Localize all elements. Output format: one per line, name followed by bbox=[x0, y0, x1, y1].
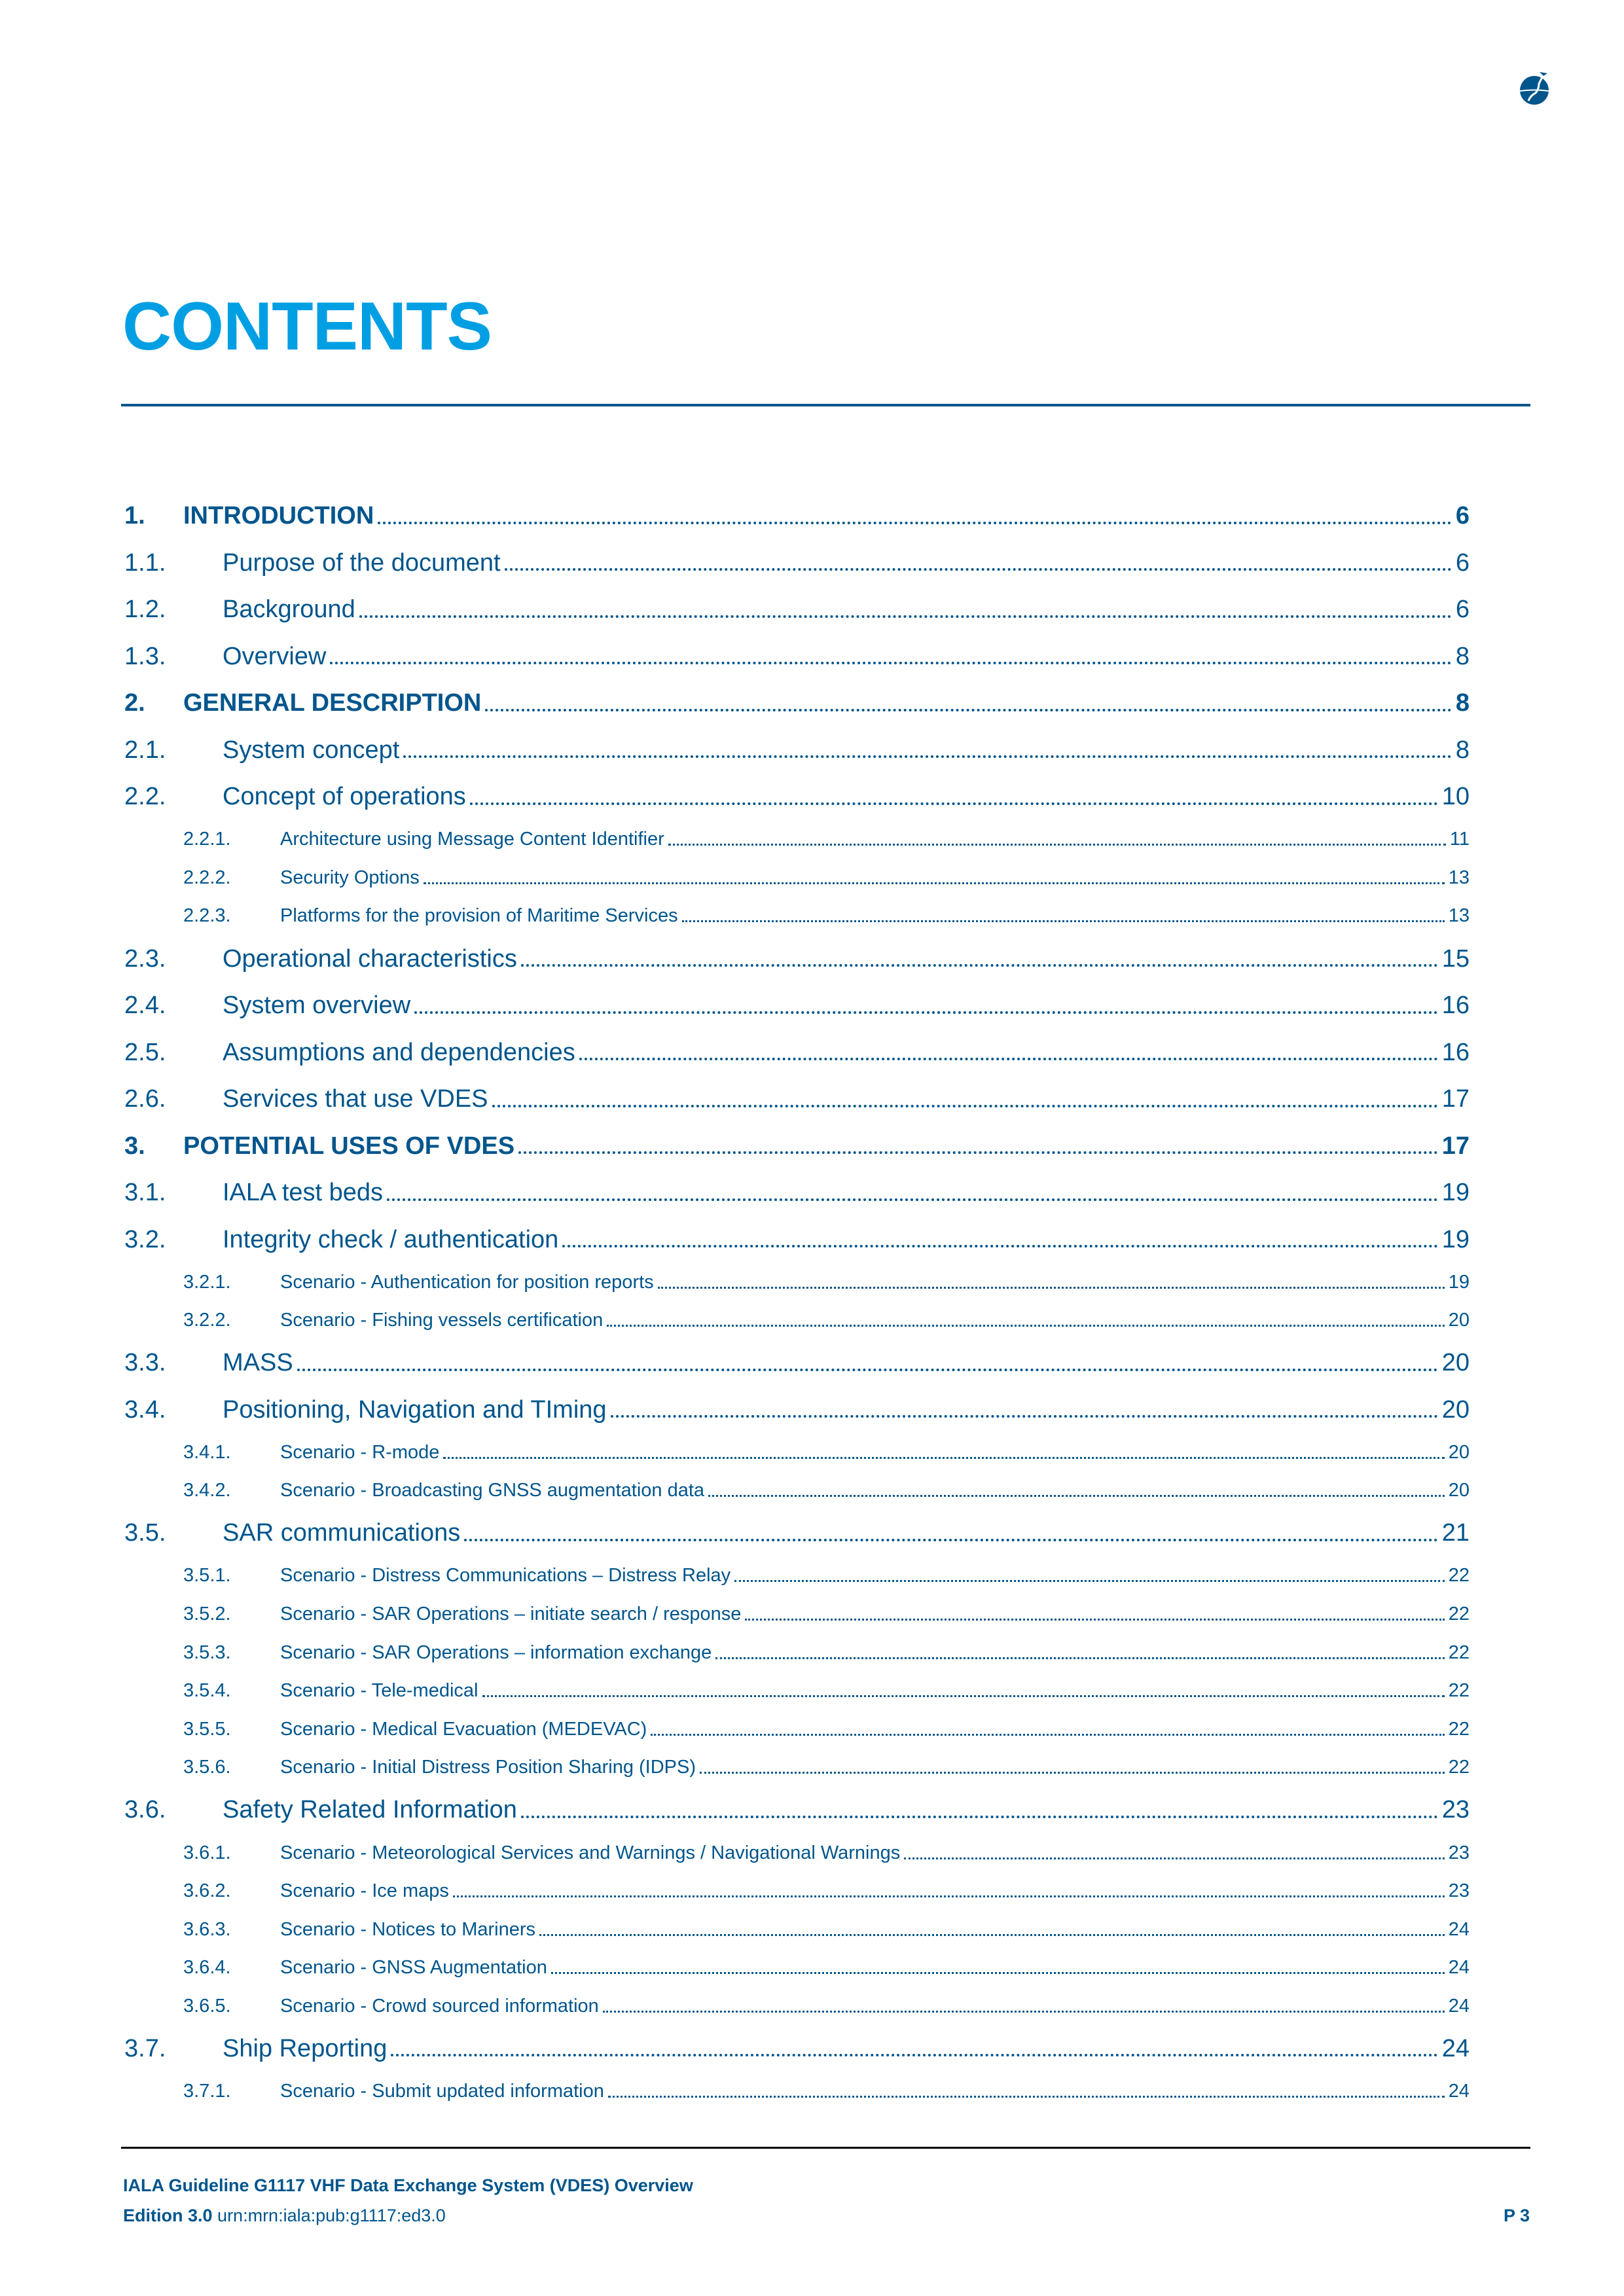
dot-leader bbox=[700, 1772, 1445, 1774]
dot-leader bbox=[562, 1245, 1437, 1247]
toc-entry[interactable] bbox=[124, 1910, 1470, 1949]
page-number: P 3 bbox=[1503, 2206, 1530, 2225]
toc-entry[interactable] bbox=[124, 1987, 1470, 2026]
dot-leader bbox=[658, 1287, 1445, 1289]
toc-number: 2.2.1. bbox=[183, 829, 231, 850]
toc-label: Assumptions and dependencies bbox=[223, 1038, 575, 1066]
toc-number: 2.1. bbox=[124, 736, 166, 764]
dot-leader bbox=[607, 1325, 1445, 1327]
toc-entry[interactable] bbox=[124, 1216, 1470, 1263]
toc-label: Scenario - Submit updated information bbox=[280, 2080, 604, 2102]
toc-number: 3.5.2. bbox=[183, 1604, 231, 1625]
toc-entry[interactable] bbox=[124, 982, 1470, 1030]
toc-label: Platforms for the provision of Maritime Services bbox=[280, 905, 678, 927]
toc-number: 1.3. bbox=[124, 642, 166, 670]
toc-page: 20 bbox=[1448, 1441, 1470, 1463]
toc-number: 3.5.3. bbox=[183, 1641, 231, 1663]
toc-entry[interactable] bbox=[124, 493, 1470, 540]
toc-entry[interactable] bbox=[124, 2026, 1470, 2073]
toc-number: 3.7. bbox=[124, 2034, 166, 2062]
toc-number: 3.5.6. bbox=[183, 1757, 231, 1778]
toc-number: 1.1. bbox=[124, 548, 166, 577]
dot-leader bbox=[708, 1495, 1445, 1497]
toc-page: 19 bbox=[1441, 1225, 1470, 1253]
toc-number: 3.5.5. bbox=[183, 1718, 231, 1740]
dot-leader bbox=[551, 1972, 1445, 1974]
table-of-contents bbox=[124, 493, 1470, 2111]
toc-page: 22 bbox=[1448, 1680, 1470, 1702]
toc-label: SAR communications bbox=[223, 1519, 461, 1547]
toc-label: Scenario - GNSS Augmentation bbox=[280, 1957, 547, 1979]
toc-number: 2.5. bbox=[124, 1038, 166, 1066]
toc-label: Scenario - SAR Operations – information exchange bbox=[280, 1641, 712, 1663]
dot-leader bbox=[464, 1539, 1437, 1541]
toc-number: 3.6.1. bbox=[183, 1842, 231, 1863]
dot-leader bbox=[745, 1619, 1444, 1621]
toc-number: 3.4. bbox=[124, 1395, 166, 1424]
toc-entry[interactable] bbox=[124, 2072, 1470, 2111]
toc-label: Overview bbox=[223, 642, 327, 670]
toc-number: 3.6. bbox=[124, 1796, 166, 1824]
iala-logo-icon bbox=[1517, 69, 1554, 106]
toc-label: Concept of operations bbox=[223, 783, 466, 811]
toc-number: 2.2.3. bbox=[183, 905, 231, 927]
toc-entry[interactable] bbox=[124, 1122, 1470, 1170]
toc-number: 2.4. bbox=[124, 992, 166, 1020]
footer-edition bbox=[123, 2206, 446, 2226]
toc-page: 23 bbox=[1441, 1796, 1470, 1824]
toc-label: Scenario - Meteorological Services and Warnings / Navigational Warnings bbox=[280, 1842, 901, 1863]
dot-leader bbox=[443, 1457, 1444, 1459]
toc-label: INTRODUCTION bbox=[183, 502, 374, 530]
toc-number: 2.6. bbox=[124, 1085, 166, 1113]
toc-label: Background bbox=[223, 596, 355, 624]
toc-page: 19 bbox=[1448, 1271, 1470, 1293]
toc-label: MASS bbox=[223, 1349, 293, 1377]
dot-leader bbox=[539, 1934, 1445, 1936]
toc-label: Scenario - Tele-medical bbox=[280, 1680, 478, 1702]
toc-number: 3.6.2. bbox=[183, 1880, 231, 1902]
toc-entry[interactable] bbox=[124, 774, 1470, 821]
toc-label: Scenario - Distress Communications – Distress Relay bbox=[280, 1565, 731, 1587]
toc-label: Safety Related Information bbox=[223, 1796, 517, 1824]
toc-number: 3.4.2. bbox=[183, 1480, 231, 1501]
toc-page: 13 bbox=[1448, 905, 1470, 927]
toc-page: 11 bbox=[1449, 829, 1470, 850]
toc-entry[interactable] bbox=[124, 1834, 1470, 1873]
dot-leader bbox=[611, 1415, 1438, 1418]
dot-leader bbox=[579, 1058, 1438, 1060]
dot-leader bbox=[608, 2096, 1445, 2098]
dot-leader bbox=[603, 2011, 1445, 2013]
toc-label: System overview bbox=[223, 992, 411, 1020]
toc-page: 24 bbox=[1448, 1957, 1470, 1979]
toc-page: 22 bbox=[1448, 1641, 1470, 1663]
toc-label: GENERAL DESCRIPTION bbox=[183, 689, 482, 717]
toc-label: Services that use VDES bbox=[223, 1085, 488, 1113]
toc-number: 3.2.1. bbox=[183, 1271, 231, 1293]
toc-entry[interactable] bbox=[124, 1595, 1470, 1634]
toc-entry[interactable] bbox=[124, 1749, 1470, 1787]
toc-label: Scenario - Fishing vessels certification bbox=[280, 1310, 604, 1331]
toc-entry[interactable] bbox=[124, 680, 1470, 727]
dot-leader bbox=[682, 920, 1445, 922]
toc-label: Scenario - Crowd sourced information bbox=[280, 1995, 599, 2017]
toc-page: 16 bbox=[1441, 1038, 1470, 1066]
toc-page: 17 bbox=[1441, 1132, 1470, 1160]
toc-page: 20 bbox=[1441, 1395, 1470, 1424]
dot-leader bbox=[297, 1369, 1438, 1371]
toc-label: Operational characteristics bbox=[223, 944, 517, 973]
toc-page: 6 bbox=[1455, 596, 1470, 624]
toc-label: Scenario - Broadcasting GNSS augmentation data bbox=[280, 1480, 705, 1501]
toc-label: System concept bbox=[223, 736, 400, 764]
dot-leader bbox=[715, 1657, 1444, 1659]
toc-entry[interactable] bbox=[124, 1872, 1470, 1910]
dot-leader bbox=[651, 1734, 1444, 1736]
toc-page: 8 bbox=[1455, 642, 1470, 670]
toc-number: 2.3. bbox=[124, 944, 166, 973]
toc-page: 15 bbox=[1441, 944, 1470, 973]
toc-page: 24 bbox=[1448, 2080, 1470, 2102]
dot-leader bbox=[505, 568, 1452, 571]
toc-number: 3.5.1. bbox=[183, 1565, 231, 1587]
toc-entry[interactable] bbox=[124, 1787, 1470, 1834]
toc-page: 23 bbox=[1448, 1880, 1470, 1902]
toc-page: 16 bbox=[1441, 992, 1470, 1020]
toc-page: 20 bbox=[1441, 1349, 1470, 1377]
toc-label: Purpose of the document bbox=[223, 548, 501, 577]
header-divider bbox=[121, 404, 1530, 406]
toc-entry[interactable] bbox=[124, 1076, 1470, 1123]
toc-entry[interactable] bbox=[124, 821, 1470, 859]
footer-divider bbox=[121, 2147, 1530, 2149]
toc-entry[interactable] bbox=[124, 1710, 1470, 1749]
toc-number: 3. bbox=[124, 1132, 145, 1160]
toc-page: 24 bbox=[1448, 1995, 1470, 2017]
toc-page: 20 bbox=[1448, 1310, 1470, 1331]
toc-label: Scenario - Notices to Mariners bbox=[280, 1918, 536, 1940]
toc-label: Security Options bbox=[280, 867, 420, 888]
toc-page: 10 bbox=[1441, 783, 1470, 811]
toc-number: 3.3. bbox=[124, 1349, 166, 1377]
toc-entry[interactable] bbox=[124, 1472, 1470, 1511]
dot-leader bbox=[424, 882, 1445, 884]
footer-title: IALA Guideline G1117 VHF Data Exchange System (VDES) Overview bbox=[123, 2176, 693, 2195]
toc-label: Scenario - Authentication for position reports bbox=[280, 1271, 654, 1293]
toc-page: 8 bbox=[1455, 689, 1470, 717]
toc-entry[interactable] bbox=[124, 634, 1470, 681]
toc-page: 17 bbox=[1441, 1085, 1470, 1113]
dot-leader bbox=[378, 522, 1452, 524]
dot-leader bbox=[668, 844, 1446, 846]
dot-leader bbox=[518, 1151, 1438, 1154]
urn: urn:mrn:iala:pub:g1117:ed3.0 bbox=[217, 2206, 446, 2225]
toc-number: 3.6.5. bbox=[183, 1995, 231, 2017]
edition-label: Edition 3.0 bbox=[123, 2206, 213, 2225]
toc-page: 20 bbox=[1448, 1480, 1470, 1501]
toc-entry[interactable] bbox=[124, 540, 1470, 587]
toc-number: 2. bbox=[124, 689, 145, 717]
toc-page: 13 bbox=[1448, 867, 1470, 888]
toc-number: 3.4.1. bbox=[183, 1441, 231, 1463]
dot-leader bbox=[387, 1198, 1438, 1201]
toc-page: 21 bbox=[1441, 1519, 1470, 1547]
toc-page: 22 bbox=[1448, 1757, 1470, 1778]
dot-leader bbox=[521, 1816, 1438, 1818]
toc-entry[interactable] bbox=[124, 727, 1470, 774]
toc-number: 3.5. bbox=[124, 1519, 166, 1547]
toc-entry[interactable] bbox=[124, 1557, 1470, 1596]
dot-leader bbox=[403, 755, 1452, 758]
toc-label: Scenario - R-mode bbox=[280, 1441, 440, 1463]
toc-entry[interactable] bbox=[124, 935, 1470, 982]
toc-entry[interactable] bbox=[124, 1340, 1470, 1387]
toc-number: 1. bbox=[124, 502, 145, 530]
toc-entry[interactable] bbox=[124, 897, 1470, 936]
toc-label: Scenario - Ice maps bbox=[280, 1880, 449, 1902]
toc-number: 1.2. bbox=[124, 596, 166, 624]
toc-page: 22 bbox=[1448, 1718, 1470, 1740]
dot-leader bbox=[470, 802, 1438, 805]
toc-number: 3.2.2. bbox=[183, 1310, 231, 1331]
toc-label: Scenario - Medical Evacuation (MEDEVAC) bbox=[280, 1718, 647, 1740]
toc-label: Positioning, Navigation and TIming bbox=[223, 1395, 607, 1424]
toc-label: POTENTIAL USES OF VDES bbox=[183, 1132, 515, 1160]
toc-entry[interactable] bbox=[124, 1029, 1470, 1076]
toc-page: 19 bbox=[1441, 1179, 1470, 1207]
toc-number: 3.6.4. bbox=[183, 1957, 231, 1979]
toc-entry[interactable] bbox=[124, 859, 1470, 897]
toc-page: 24 bbox=[1448, 1918, 1470, 1940]
toc-label: Scenario - SAR Operations – initiate search / response bbox=[280, 1604, 742, 1625]
dot-leader bbox=[414, 1011, 1438, 1014]
toc-number: 3.5.4. bbox=[183, 1680, 231, 1702]
toc-entry[interactable] bbox=[124, 1949, 1470, 1988]
dot-leader bbox=[453, 1895, 1445, 1897]
dot-leader bbox=[492, 1105, 1438, 1107]
toc-entry[interactable] bbox=[124, 1386, 1470, 1433]
toc-page: 6 bbox=[1455, 548, 1470, 577]
toc-label: Scenario - Initial Distress Position Sharing (IDPS) bbox=[280, 1757, 696, 1778]
toc-page: 6 bbox=[1455, 502, 1470, 530]
toc-page: 22 bbox=[1448, 1604, 1470, 1625]
toc-label: Ship Reporting bbox=[223, 2034, 388, 2062]
dot-leader bbox=[904, 1857, 1445, 1859]
toc-entry[interactable] bbox=[124, 1433, 1470, 1472]
dot-leader bbox=[734, 1580, 1445, 1582]
dot-leader bbox=[330, 662, 1451, 664]
toc-number: 3.2. bbox=[124, 1225, 166, 1253]
toc-number: 2.2. bbox=[124, 783, 166, 811]
dot-leader bbox=[359, 615, 1452, 618]
toc-number: 3.6.3. bbox=[183, 1918, 231, 1940]
toc-label: IALA test beds bbox=[223, 1179, 384, 1207]
toc-page: 24 bbox=[1441, 2034, 1470, 2062]
toc-page: 23 bbox=[1448, 1842, 1470, 1863]
dot-leader bbox=[485, 709, 1452, 711]
dot-leader bbox=[391, 2054, 1437, 2056]
toc-number: 2.2.2. bbox=[183, 867, 231, 888]
toc-entry[interactable] bbox=[124, 1301, 1470, 1340]
toc-entry[interactable] bbox=[124, 1263, 1470, 1302]
toc-label: Architecture using Message Content Identifier bbox=[280, 829, 664, 850]
toc-entry[interactable] bbox=[124, 1510, 1470, 1557]
toc-entry[interactable] bbox=[124, 1170, 1470, 1217]
toc-page: 8 bbox=[1455, 736, 1470, 764]
toc-page: 22 bbox=[1448, 1565, 1470, 1587]
dot-leader bbox=[521, 964, 1438, 967]
toc-label: Integrity check / authentication bbox=[223, 1225, 559, 1253]
toc-entry[interactable] bbox=[124, 586, 1470, 634]
toc-entry[interactable] bbox=[124, 1672, 1470, 1710]
dot-leader bbox=[482, 1695, 1445, 1697]
toc-number: 3.1. bbox=[124, 1179, 166, 1207]
toc-entry[interactable] bbox=[124, 1634, 1470, 1672]
page-title: CONTENTS bbox=[122, 289, 492, 365]
toc-number: 3.7.1. bbox=[183, 2080, 231, 2102]
